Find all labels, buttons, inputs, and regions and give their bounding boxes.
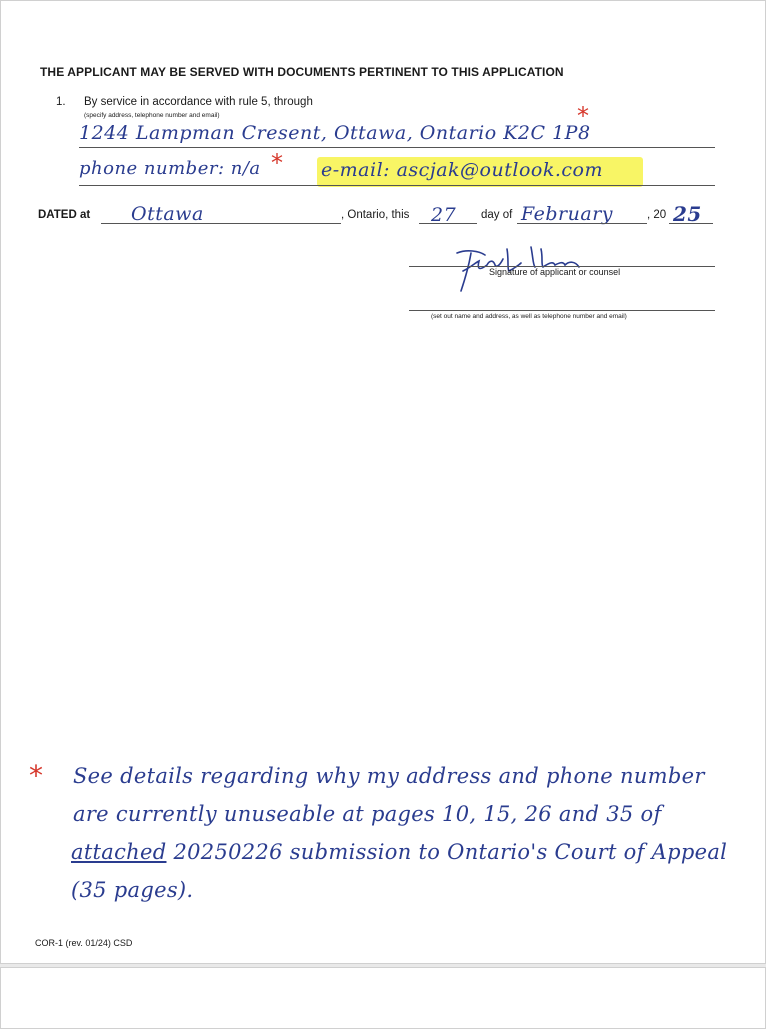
note-line-3 [71, 840, 727, 864]
item-number: 1. [56, 96, 66, 108]
month-line [517, 223, 647, 224]
handwritten-email: e-mail: ascjak@outlook.com [321, 159, 603, 181]
item-text: By service in accordance with rule 5, through [84, 96, 313, 108]
place-line [101, 223, 341, 224]
next-page [0, 967, 766, 1029]
note-line-3-rest: 20250226 submission to Ontario's Court of Appeal [173, 840, 728, 864]
form-code: COR-1 (rev. 01/24) CSD [35, 938, 133, 948]
handwritten-year: 25 [673, 202, 702, 226]
day-of-label: day of [481, 209, 513, 221]
note-underlined-word: attached [71, 840, 167, 864]
dated-label: DATED at [38, 209, 91, 221]
address-line [79, 147, 715, 148]
asterisk-mark: * [271, 149, 283, 177]
handwritten-month: February [521, 203, 614, 225]
handwritten-phone: phone number: n/a [79, 158, 261, 179]
day-line [419, 223, 477, 224]
handwritten-day: 27 [431, 204, 457, 226]
note-line-2: are currently unuseable at pages 10, 15, 26 and 35 of [73, 802, 662, 826]
section-heading: THE APPLICANT MAY BE SERVED WITH DOCUMENTS PERTINENT TO THIS APPLICATION [40, 65, 564, 79]
name-line [409, 310, 715, 311]
ontario-this-label: , Ontario, this [341, 209, 410, 221]
asterisk-mark: * [577, 102, 589, 130]
note-line-1: See details regarding why my address and phone number [73, 764, 705, 788]
handwritten-address: 1244 Lampman Cresent, Ottawa, Ontario K2C 1P8 [79, 122, 591, 144]
item-hint: (specify address, telephone number and email) [84, 112, 220, 119]
year-line [669, 223, 713, 224]
handwritten-place: Ottawa [131, 203, 204, 225]
contact-line [79, 185, 715, 186]
year-prefix-label: , 20 [647, 209, 667, 221]
signature-caption: Signature of applicant or counsel [489, 267, 621, 277]
asterisk-mark: * [29, 759, 43, 792]
note-line-4: (35 pages). [71, 878, 194, 902]
name-hint: (set out name and address, as well as telephone number and email) [431, 313, 627, 320]
